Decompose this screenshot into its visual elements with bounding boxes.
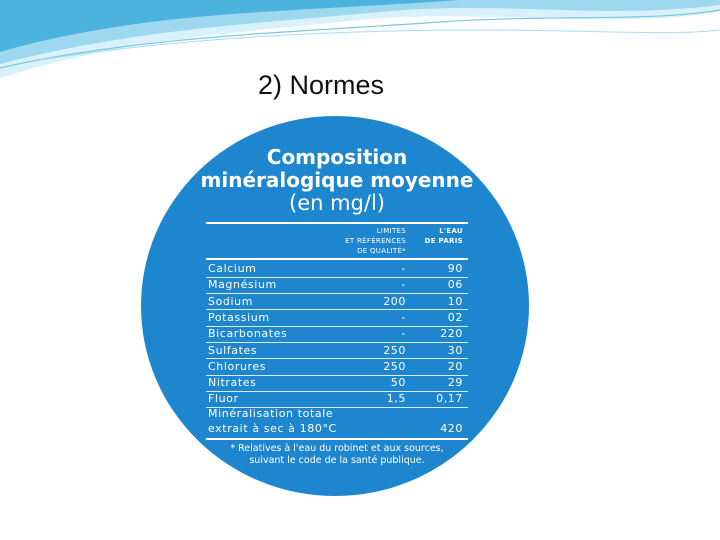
total-label-line-2: extrait à sec à 180°C bbox=[208, 422, 337, 435]
row-label: Chlorures bbox=[208, 359, 267, 373]
table-divider-bottom bbox=[206, 438, 468, 440]
footnote-line-1: * Relatives à l'eau du robinet et aux sources, bbox=[230, 443, 444, 454]
row-limit-value: - bbox=[401, 310, 406, 324]
row-limit-value: 1,5 bbox=[386, 392, 406, 406]
row-limit-value: - bbox=[401, 278, 406, 292]
row-limit-value: - bbox=[401, 262, 406, 275]
card-title-line-1: Composition bbox=[266, 145, 408, 169]
composition-figure bbox=[130, 116, 544, 496]
footnote-line-2: suivant le code de la santé publique. bbox=[249, 455, 425, 466]
total-paris-value: 420 bbox=[440, 422, 463, 435]
col-limits-line-2: ET RÉFÉRENCES bbox=[345, 237, 406, 245]
row-paris-value: 220 bbox=[440, 327, 463, 341]
slide-title: 2) Normes bbox=[258, 70, 385, 100]
row-limit-value: - bbox=[401, 327, 406, 341]
row-paris-value: 10 bbox=[447, 294, 463, 308]
header-divider-bottom bbox=[206, 258, 468, 260]
row-paris-value: 0,17 bbox=[436, 392, 463, 406]
card-title-line-2: minéralogique moyenne bbox=[200, 168, 474, 192]
row-paris-value: 06 bbox=[447, 278, 463, 292]
row-label: Bicarbonates bbox=[208, 327, 288, 341]
col-limits-line-1: LIMITES bbox=[376, 227, 406, 235]
row-label: Fluor bbox=[208, 392, 239, 406]
row-limit-value: 200 bbox=[383, 294, 406, 308]
row-label: Sulfates bbox=[208, 343, 258, 357]
row-limit-value: 50 bbox=[390, 376, 406, 390]
row-paris-value: 02 bbox=[447, 310, 463, 324]
row-label: Magnésium bbox=[208, 278, 277, 292]
total-label-line-1: Minéralisation totale bbox=[208, 407, 334, 420]
row-paris-value: 30 bbox=[447, 343, 463, 357]
col-paris-line-2: DE PARIS bbox=[424, 237, 463, 245]
row-limit-value: 250 bbox=[383, 359, 406, 373]
header-divider-top bbox=[206, 222, 468, 224]
row-label: Nitrates bbox=[208, 376, 257, 390]
row-label: Potassium bbox=[208, 310, 270, 324]
row-label: Sodium bbox=[208, 294, 254, 308]
row-paris-value: 20 bbox=[447, 359, 463, 373]
row-label: Calcium bbox=[208, 262, 257, 275]
row-limit-value: 250 bbox=[383, 343, 406, 357]
card-title-line-3: (en mg/l) bbox=[289, 191, 385, 215]
row-paris-value: 29 bbox=[447, 376, 463, 390]
row-paris-value: 90 bbox=[447, 262, 463, 275]
col-limits-line-3: DE QUALITÉ* bbox=[357, 247, 406, 255]
col-paris-line-1: L'EAU bbox=[439, 227, 463, 235]
